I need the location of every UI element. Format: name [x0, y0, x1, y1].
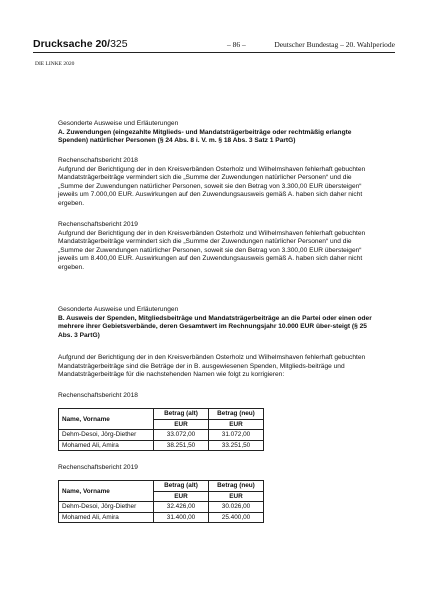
table-2019-title: Rechenschaftsbericht 2019	[58, 464, 138, 471]
section-a	[58, 120, 373, 146]
table-row	[59, 430, 264, 441]
party-label: DIE LINKE 2020	[35, 61, 75, 67]
section-a-2019-text: Aufgrund der Berichtigung der in den Kreisverbänden Osterholz und Wilhelmshaven fehlerhaft gebuchten Mandatsträgerbeiträge vermindert sich die „Summe der Zuwendungen natürlicher Personen“ und die „Summe der Zuwendungen natürlicher Personen, soweit sie den Betrag von 3.300,00 EUR übersteigen“ jeweils um 8.400,00 EUR. Auswirkungen auf den Zuwendungsausweis gemäß A. haben sich daher nicht ergeben.	[58, 229, 366, 271]
page-header	[33, 38, 395, 52]
parliament-label: Deutscher Bundestag – 20. Wahlperiode	[274, 40, 395, 49]
table-2018-title: Rechenschaftsbericht 2018	[58, 392, 138, 399]
table-row	[59, 502, 264, 513]
row-new-amount: 31.072,00	[209, 430, 264, 441]
new-amount-header: Betrag (neu)	[209, 481, 264, 492]
section-a-heading: Gesonderte Ausweise und Erläuterungen	[58, 120, 179, 127]
old-amount-header: Betrag (alt)	[154, 481, 209, 492]
section-a-2019	[58, 221, 373, 273]
row-name: Mohamed Ali, Amira	[59, 440, 154, 451]
section-a-subheading: A. Zuwendungen (eingezahlte Mitglieds- und Mandatsträgerbeiträge oder rechtmäßig erlangte Spenden) natürlicher Personen (§ 24 Abs. 8 i. V. m. § 18 Abs. 3 Satz 1 PartG)	[58, 128, 352, 145]
row-new-amount: 25.400,00	[209, 512, 264, 523]
section-a-2018-text: Aufgrund der Berichtigung der in den Kreisverbänden Osterholz und Wilhelmshaven fehlerhaft gebuchten Mandatsträgerbeiträge vermindert sich die „Summe der Zuwendungen natürlicher Personen“ und die „Summe der Zuwendungen natürlicher Personen, soweit sie den Betrag von 3.300,00 EUR übersteigen“ jeweils um 7.000,00 EUR. Auswirkungen auf den Zuwendungsausweis gemäß A. haben sich daher nicht ergeben.	[58, 165, 366, 207]
amounts-table-2018	[58, 408, 264, 451]
name-column-header: Name, Vorname	[59, 409, 154, 430]
row-old-amount: 33.072,00	[154, 430, 209, 441]
table-header-row	[59, 409, 264, 420]
page-number: – 86 –	[227, 40, 246, 49]
old-amount-header: Betrag (alt)	[154, 409, 209, 420]
drucksache-label	[33, 38, 128, 50]
row-name: Dehm-Desoi, Jörg-Diether	[59, 502, 154, 513]
table-row	[59, 440, 264, 451]
section-b-intro-text: Aufgrund der Berichtigung der in den Kreisverbänden Osterholz und Wilhelmshaven fehlerhaft gebuchten Mandatsträgerbeiträge sind die Beträge der in B. ausgewiesenen Spenden, Mitglieds-beiträge und Mandatsträgerbeiträge für die nachstehenden Namen wie folgt zu korrigieren:	[58, 354, 366, 379]
section-b-heading: Gesonderte Ausweise und Erläuterungen	[58, 306, 179, 313]
section-a-2018-title: Rechenschaftsbericht 2018	[58, 157, 138, 164]
row-new-amount: 30.026,00	[209, 502, 264, 513]
row-old-amount: 32.426,00	[154, 502, 209, 513]
section-a-2018	[58, 157, 373, 209]
header-rule	[33, 52, 395, 53]
section-b-intro	[58, 354, 373, 380]
table-header-row	[59, 481, 264, 492]
table-row	[59, 512, 264, 523]
new-unit-header: EUR	[209, 491, 264, 502]
row-new-amount: 33.251,50	[209, 440, 264, 451]
new-unit-header: EUR	[209, 419, 264, 430]
section-a-2019-title: Rechenschaftsbericht 2019	[58, 221, 138, 228]
amounts-table-2019	[58, 480, 264, 523]
section-b-subheading: B. Ausweis der Spenden, Mitgliedsbeiträge und Mandatsträgerbeiträge an die Partei oder einen oder mehrere ihrer Gebietsverbände, deren Gesamtwert im Rechnungsjahr 10.000 EUR über-steigt (§ 25 Abs. 3 PartG)	[58, 314, 372, 339]
section-b	[58, 306, 373, 340]
row-old-amount: 31.400,00	[154, 512, 209, 523]
row-old-amount: 38.251,50	[154, 440, 209, 451]
name-column-header: Name, Vorname	[59, 481, 154, 502]
old-unit-header: EUR	[154, 419, 209, 430]
row-name: Dehm-Desoi, Jörg-Diether	[59, 430, 154, 441]
drucksache-prefix: Drucksache 20/	[33, 38, 111, 50]
old-unit-header: EUR	[154, 491, 209, 502]
drucksache-number: 325	[110, 38, 128, 50]
row-name: Mohamed Ali, Amira	[59, 512, 154, 523]
new-amount-header: Betrag (neu)	[209, 409, 264, 420]
